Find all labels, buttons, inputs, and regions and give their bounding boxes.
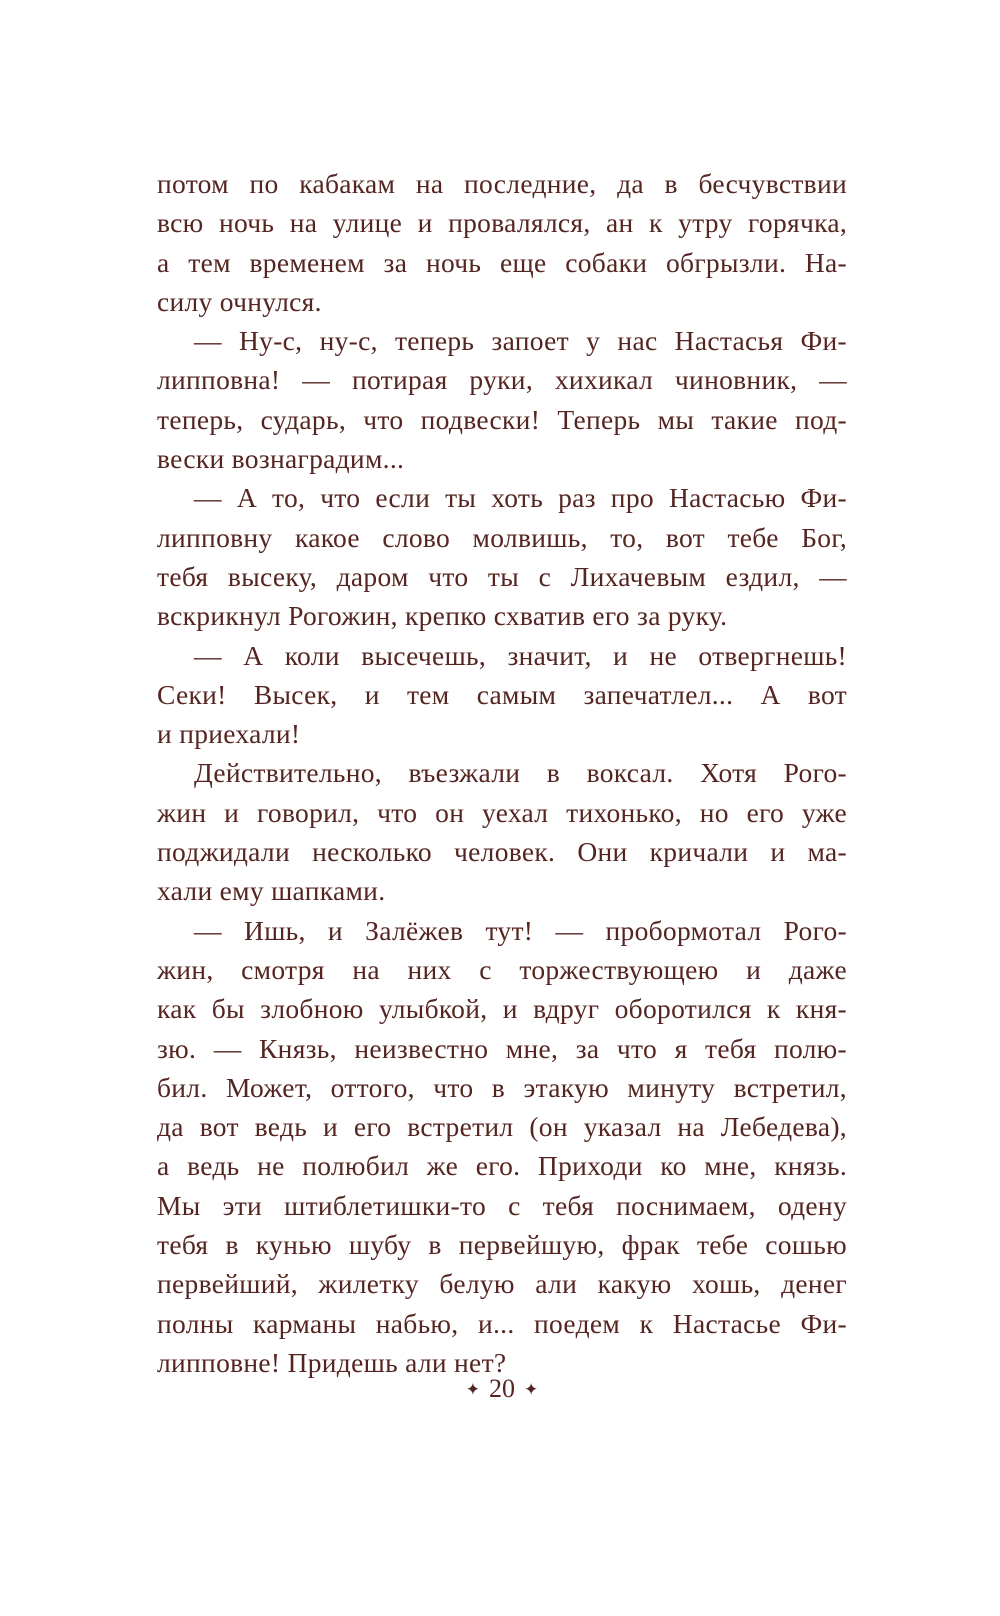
text-line: тебя в кунью шубу в первейшую, фрак тебе сошью [157, 1229, 847, 1261]
text-line: тебя высеку, даром что ты с Лихачевым ездил, — [157, 560, 847, 592]
text-line: липповна! — потирая руки, хихикал чиновник, — [157, 364, 847, 396]
page-footer [157, 1374, 847, 1407]
text-line: жин, смотря на них с торжествующею и даже [157, 953, 847, 985]
text-line: а ведь не полюбил же его. Приходи ко мне, князь. [157, 1150, 847, 1182]
text-line: — А коли высечешь, значит, и не отвергнешь! [194, 639, 847, 671]
text-line: липповну какое слово молвишь, то, вот тебе Бог, [157, 521, 847, 553]
paragraph [157, 164, 847, 321]
text-line: теперь, сударь, что подвески! Теперь мы такие под- [157, 403, 847, 435]
text-line: всю ночь на улице и провалялся, ан к утру горячка, [157, 207, 847, 239]
text-line: Мы эти штиблетишки-то с тебя поснимаем, одену [157, 1189, 847, 1221]
text-line: поджидали несколько человек. Они кричали и ма- [157, 836, 847, 868]
diamond-ornament-left-icon: ✦ [465, 1380, 480, 1399]
paragraph [157, 911, 847, 1383]
text-line: как бы злобною улыбкой, и вдруг оборотился к кня- [157, 993, 847, 1025]
paragraph [157, 478, 847, 635]
paragraph [157, 636, 847, 754]
paragraph [157, 753, 847, 910]
text-line: — А то, что если ты хоть раз про Настасью Фи- [194, 482, 847, 514]
text-line: хали ему шапками. [157, 875, 386, 907]
text-line: — Ну-с, ну-с, теперь запоет у нас Настасья Фи- [194, 325, 847, 357]
text-line: вскрикнул Рогожин, крепко схватив его за руку. [157, 600, 728, 632]
text-line: вески вознаградим... [157, 443, 405, 475]
page-number: 20 [489, 1374, 515, 1403]
text-line: да вот ведь и его встретил (он указал на Лебедева), [157, 1111, 847, 1143]
text-line: потом по кабакам на последние, да в бесчувствии [157, 168, 847, 199]
text-line: жин и говорил, что он уехал тихонько, но его уже [157, 796, 847, 828]
text-line: — Ишь, и Залёжев тут! — пробормотал Рого- [194, 914, 847, 946]
text-line: и приехали! [157, 718, 301, 750]
text-line: липповне! Придешь али нет? [157, 1346, 507, 1378]
text-line: а тем временем за ночь еще собаки обгрызли. На- [157, 246, 847, 278]
text-line: первейший, жилетку белую али какую хошь, денег [157, 1268, 847, 1300]
text-line: силу очнулся. [157, 285, 322, 317]
paragraph [157, 321, 847, 478]
text-line: полны карманы набью, и... поедем к Настасье Фи- [157, 1307, 847, 1339]
text-line: зю. — Князь, неизвестно мне, за что я тебя полю- [157, 1032, 847, 1064]
page-text [157, 164, 847, 1382]
text-line: Действительно, въезжали в воксал. Хотя Рого- [194, 757, 847, 789]
text-line: Секи! Высек, и тем самым запечатлел... А вот [157, 678, 847, 710]
text-line: бил. Может, оттого, что в этакую минуту встретил, [157, 1071, 847, 1103]
diamond-ornament-right-icon: ✦ [524, 1380, 539, 1399]
